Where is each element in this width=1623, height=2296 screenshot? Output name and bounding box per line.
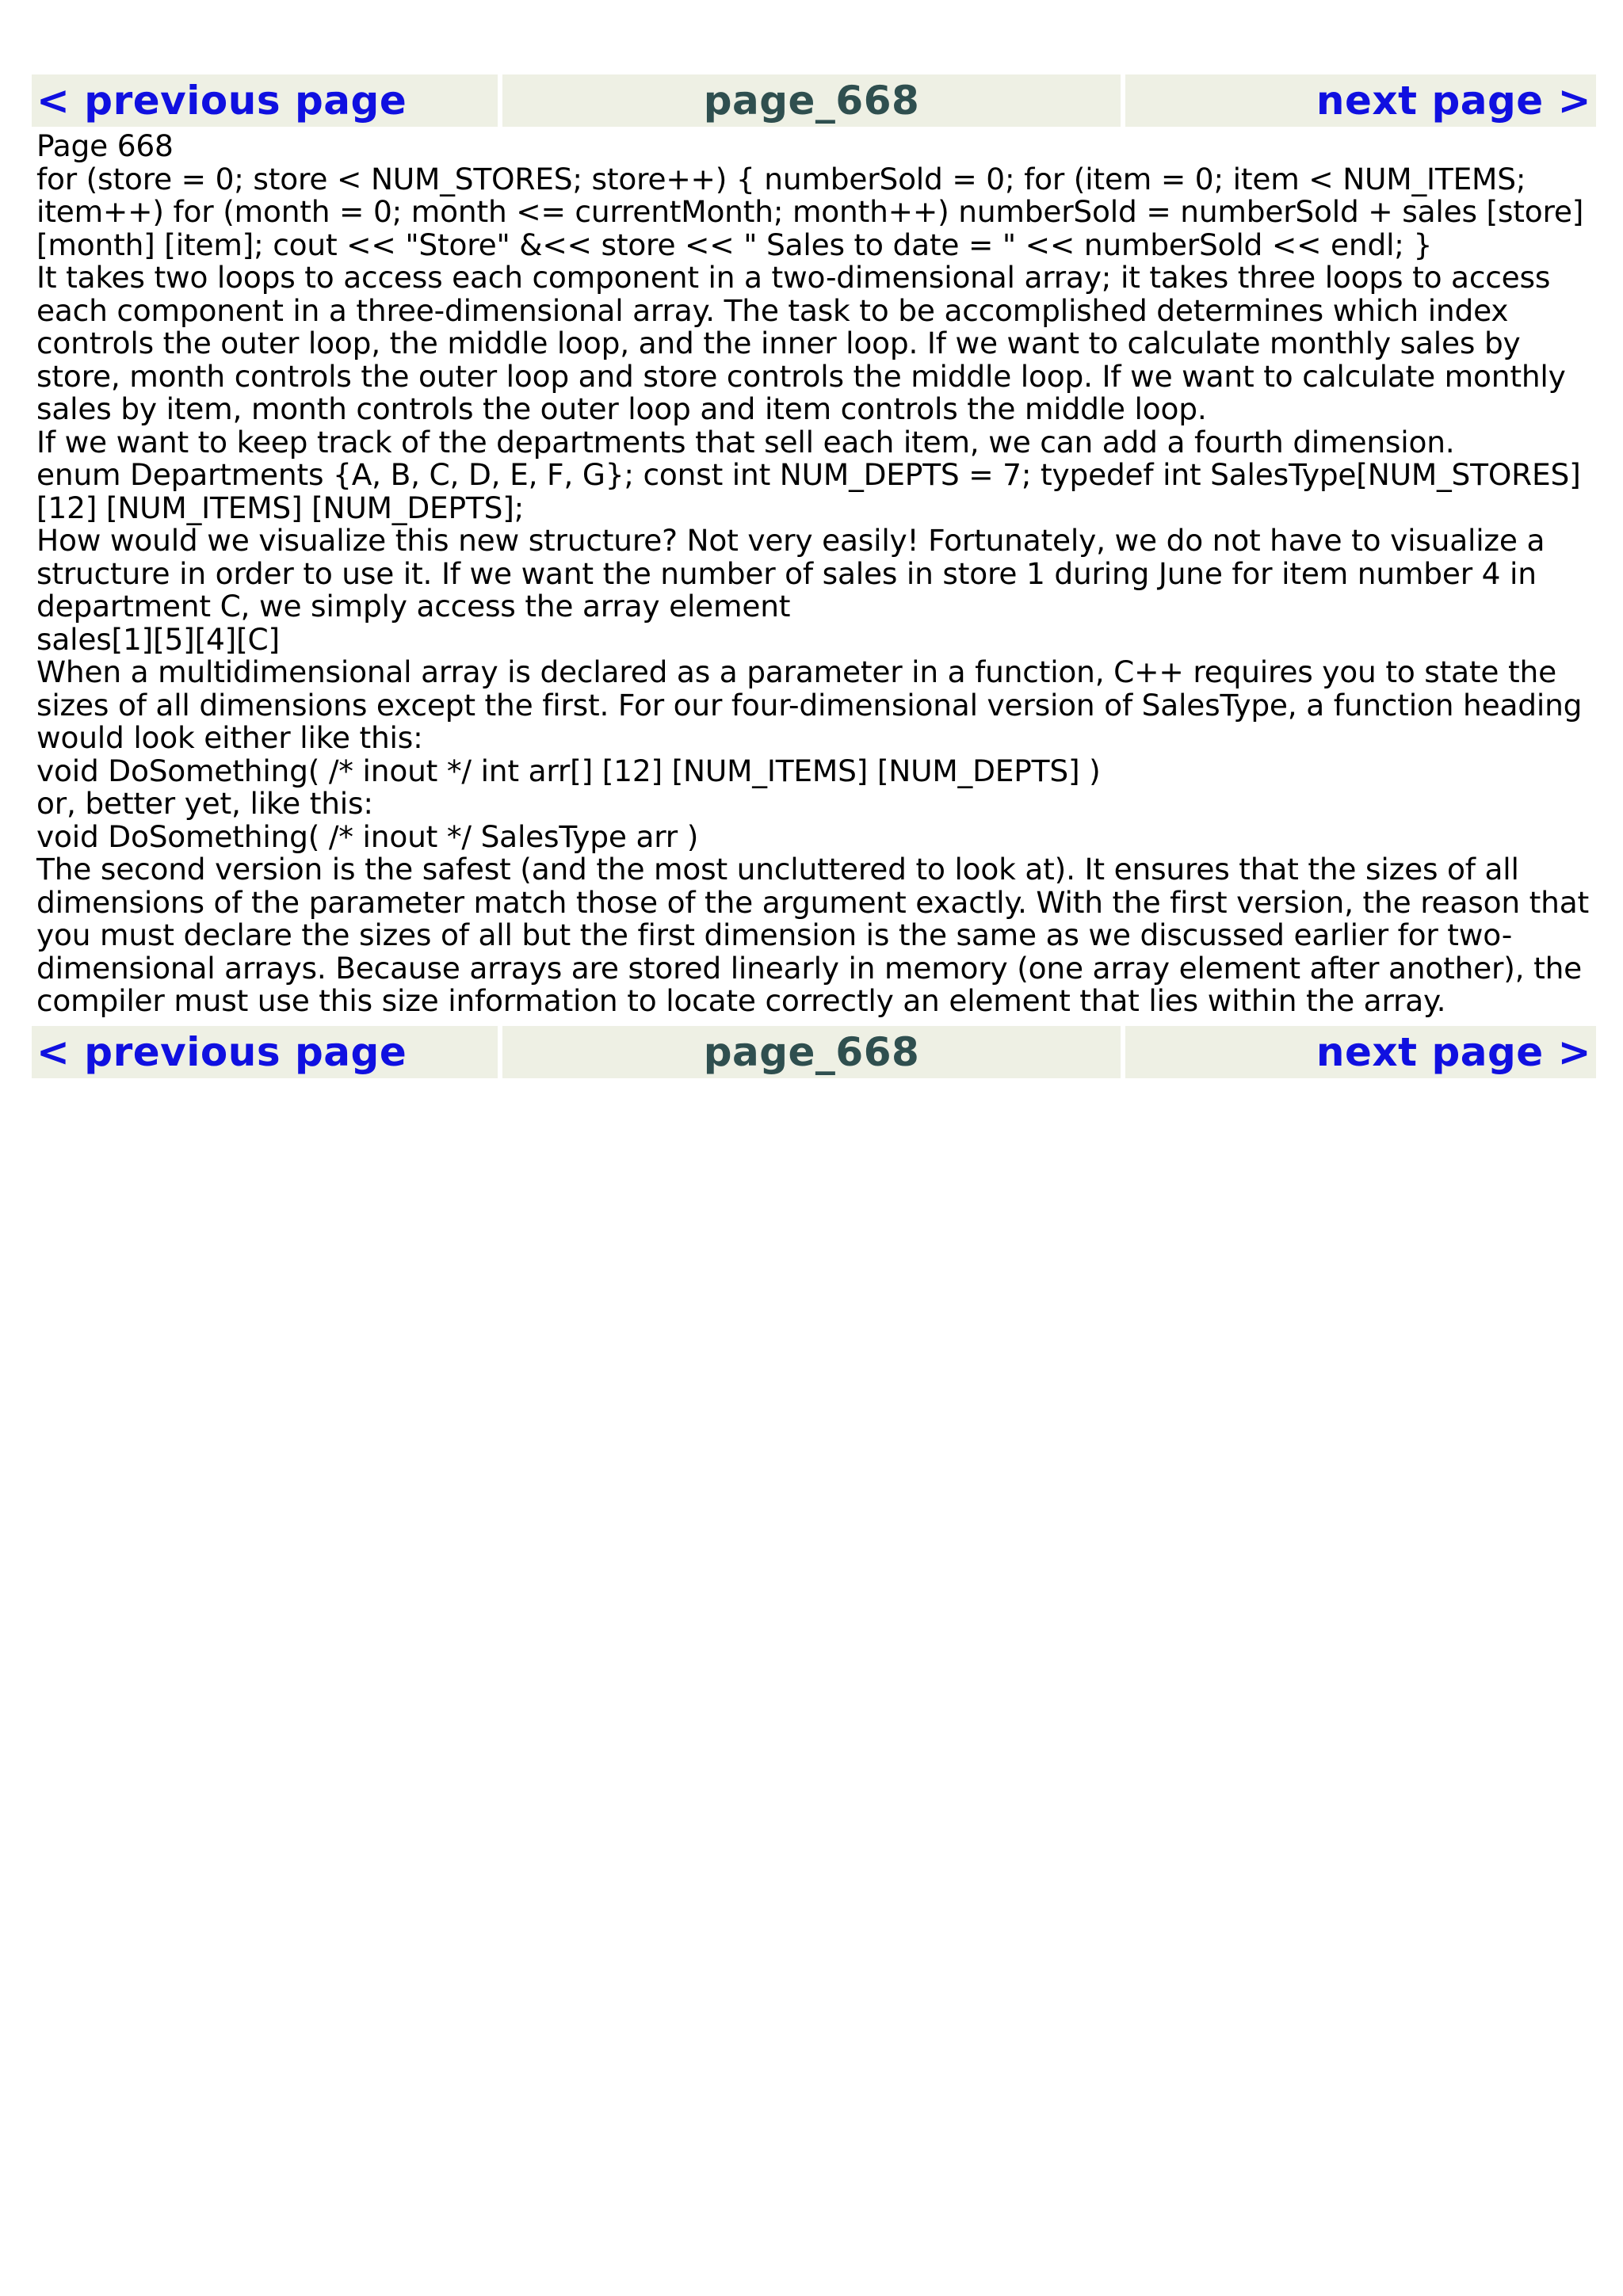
top-next-cell xyxy=(1125,74,1596,127)
bottom-next-page-link[interactable]: next page > xyxy=(1316,1028,1591,1075)
bottom-previous-page-link[interactable]: < previous page xyxy=(36,1028,407,1075)
paragraph-fourth-dimension: If we want to keep track of the departments that sell each item, we can add a fourth dimension. xyxy=(36,424,1455,460)
code-array-element: sales[1][5][4][C] xyxy=(36,621,280,657)
page-content xyxy=(32,127,1601,1023)
page-heading: Page 668 xyxy=(36,128,174,163)
paragraph-second-version: The second version is the safest (and the most uncluttered to look at). It ensures that the sizes of all dimensions of the parameter match those of the argument exactly. With the first version, the reason that you must declare the sizes of all but the first dimension is the same as we discussed earlier for two-dimensional arrays. Because arrays are stored linearly in memory (one array element after another), the compiler must use this size information to locate correctly an element that lies within the array. xyxy=(36,852,1589,1018)
paragraph-parameter: When a multidimensional array is declared as a parameter in a function, C++ requires you to state the sizes of all dimensions except the first. For our four-dimensional version of SalesType, a function heading would look either like this: xyxy=(36,654,1583,755)
paragraph-loops: It takes two loops to access each component in a two-dimensional array; it takes three loops to access each component in a three-dimensional array. The task to be accomplished determines which index controls the outer loop, the middle loop, and the inner loop. If we want to calculate monthly sales by store, month controls the outer loop and store controls the middle loop. If we want to calculate monthly sales by item, month controls the outer loop and item controls the middle loop. xyxy=(36,260,1566,426)
bottom-page-label: page_668 xyxy=(502,1026,1121,1078)
top-previous-page-link[interactable]: < previous page xyxy=(36,78,407,124)
top-navigation-bar xyxy=(32,74,1601,127)
code-sales-loop: for (store = 0; store < NUM_STORES; store++) { numberSold = 0; for (item = 0; item < NUM_ITEMS; item++) for (month = 0; month <= currentMonth; month++) numberSold = numberSold + sales [store] [month] [item]; cout << "Store" &<< store << " Sales to date = " << numberSold << endl; } xyxy=(36,161,1584,262)
top-next-page-link[interactable]: next page > xyxy=(1316,78,1591,124)
top-prev-cell xyxy=(32,74,498,127)
code-function-heading-2: void DoSomething( /* inout */ SalesType arr ) xyxy=(36,818,699,854)
bottom-navigation-bar xyxy=(32,1026,1601,1078)
code-function-heading-1: void DoSomething( /* inout */ int arr[] [12] [NUM_ITEMS] [NUM_DEPTS] ) xyxy=(36,753,1101,788)
bottom-next-cell xyxy=(1125,1026,1596,1078)
top-page-label: page_668 xyxy=(502,74,1121,127)
code-enum-departments: enum Departments {A, B, C, D, E, F, G}; const int NUM_DEPTS = 7; typedef int SalesType[NUM_STORES] [12] [NUM_ITEMS] [NUM_DEPTS]; xyxy=(36,457,1581,525)
paragraph-better-yet: or, better yet, like this: xyxy=(36,786,373,821)
bottom-prev-cell xyxy=(32,1026,498,1078)
paragraph-visualize: How would we visualize this new structure? Not very easily! Fortunately, we do not have to visualize a structure in order to use it. If we want the number of sales in store 1 during June for item number 4 in department C, we simply access the array element xyxy=(36,523,1545,624)
document-page xyxy=(32,74,1601,1078)
